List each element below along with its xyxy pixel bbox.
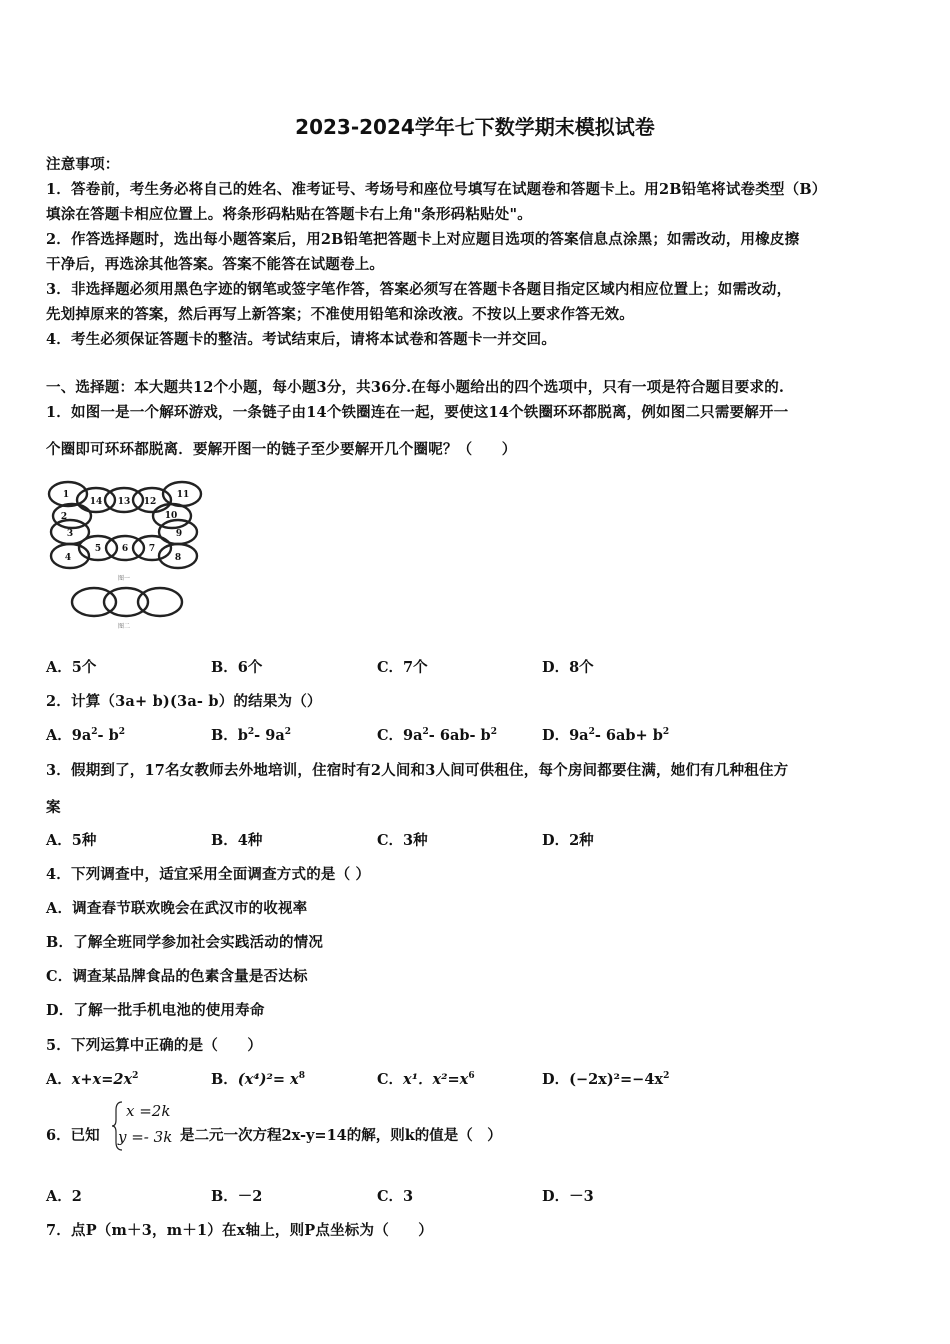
- question-3-line: 3．假期到了，17名女教师去外地培训，住宿时有2人间和3人间可供租住，每个房间都要住满，她们有几种租住方: [46, 762, 789, 779]
- notice-line: 先划掉原来的答案，然后再写上新答案；不准使用铅笔和涂改液。不按以上要求作答无效。: [46, 306, 634, 323]
- question-1-line: 1．如图一是一个解环游戏，一条链子由14个铁圈连在一起，要使这14个铁圈环环都脱离，例如图二只需要解开一: [46, 404, 789, 421]
- ring-label: 12: [143, 497, 157, 507]
- ring-label: 10: [164, 511, 178, 521]
- ring-label: 14: [89, 497, 103, 507]
- option-b[interactable]: B．$(x^4)^2= x^8$: [211, 1071, 305, 1088]
- ring-label: 9: [175, 529, 183, 539]
- option-b[interactable]: B．4种: [211, 832, 263, 849]
- option-d[interactable]: D．2种: [542, 832, 594, 849]
- option-b[interactable]: B．了解全班同学参加社会实践活动的情况: [46, 934, 324, 951]
- option-c[interactable]: C．3种: [377, 832, 428, 849]
- ring-label: 2: [60, 512, 68, 522]
- option-b[interactable]: B．$b^2-$ $9a^2$: [211, 727, 291, 744]
- question-2-stem: 2．计算（3a+ b)(3a- b）的结果为（）: [46, 693, 322, 710]
- option-a[interactable]: A．调查春节联欢晚会在武汉市的收视率: [46, 900, 308, 917]
- ring-label: 8: [174, 553, 182, 563]
- page-title: 2023-2024学年七下数学期末模拟试卷: [295, 115, 655, 139]
- equation-x: x =2k: [126, 1102, 171, 1120]
- section-heading: 一、选择题：本大题共12个小题，每小题3分，共36分.在每小题给出的四个选项中，只有一项是符合题目要求的.: [46, 379, 785, 396]
- option-a[interactable]: A．2: [46, 1188, 82, 1205]
- ring-label: 13: [117, 497, 131, 507]
- figure-caption: 图二: [117, 623, 131, 630]
- notice-line: 干净后，再选涂其他答案。答案不能答在试题卷上。: [46, 256, 385, 273]
- ring-label: 3: [66, 529, 74, 539]
- equation-y: y =- 3k: [118, 1128, 173, 1146]
- notice-line: 3．非选择题必须用黑色字迹的钢笔或签字笔作答，答案必须写在答题卡各题目指定区域内相应位置上；如需改动，: [46, 281, 792, 298]
- question-3-line: 案: [46, 799, 61, 816]
- option-c[interactable]: C．x¹．$x^2=x^6$: [377, 1071, 475, 1088]
- notice-line: 2．作答选择题时，选出每小题答案后，用2B铅笔把答题卡上对应题目选项的答案信息点涂黑；如需改动，用橡皮擦: [46, 231, 800, 248]
- ring-label: 11: [176, 490, 190, 500]
- option-d[interactable]: D．－3: [542, 1188, 594, 1205]
- question-7-stem: 7．点P（m＋3，m＋1）在x轴上，则P点坐标为（ ）: [46, 1222, 434, 1239]
- ring: [104, 588, 148, 616]
- option-c[interactable]: C．$9a^2-$ 6ab- $b^2$: [377, 727, 497, 744]
- ring-label: 7: [148, 544, 156, 554]
- ring-chain-figure: [44, 476, 214, 636]
- notice-line: 填涂在答题卡相应位置上。将条形码粘贴在答题卡右上角"条形码粘贴处"。: [46, 206, 532, 223]
- question-6-tail: 是二元一次方程2x-y=14的解，则k的值是（ ）: [180, 1127, 502, 1144]
- option-a[interactable]: A．$9a^2-$ $b^2$: [46, 727, 125, 744]
- question-6-stem: [46, 1100, 906, 1154]
- option-a[interactable]: A．5个: [46, 659, 97, 676]
- option-b[interactable]: B．－2: [211, 1188, 263, 1205]
- option-d[interactable]: D．了解一批手机电池的使用寿命: [46, 1002, 265, 1019]
- notice-line: 1．答卷前，考生务必将自己的姓名、准考证号、考场号和座位号填写在试题卷和答题卡上。用2B铅笔将试卷类型（B）: [46, 181, 827, 198]
- option-c[interactable]: C．调查某品牌食品的色素含量是否达标: [46, 968, 308, 985]
- option-c[interactable]: C．7个: [377, 659, 428, 676]
- ring: [138, 588, 182, 616]
- notice-line: 4．考生必须保证答题卡的整洁。考试结束后，请将本试卷和答题卡一并交回。: [46, 331, 557, 348]
- notice-heading: 注意事项：: [46, 156, 120, 173]
- question-5-stem: 5．下列运算中正确的是（ ）: [46, 1037, 263, 1054]
- ring-label: 4: [64, 553, 72, 563]
- option-a[interactable]: A．$x+x=2x^2$: [46, 1071, 139, 1088]
- ring-label: 1: [62, 490, 70, 500]
- question-1-line: 个圈即可环环都脱离．要解开图一的链子至少要解开几个圈呢？（ ）: [46, 441, 517, 458]
- option-d[interactable]: D．$(-2x)^2=-4x^2$: [542, 1071, 670, 1088]
- option-d[interactable]: D．8个: [542, 659, 594, 676]
- ring-label: 6: [121, 544, 129, 554]
- figure-caption: 图一: [117, 575, 131, 582]
- option-c[interactable]: C．3: [377, 1188, 414, 1205]
- question-6-lead: 6．已知: [46, 1127, 100, 1144]
- option-b[interactable]: B．6个: [211, 659, 263, 676]
- ring-label: 5: [94, 544, 102, 554]
- option-d[interactable]: D．$9a^2-$ $6ab+ b^2$: [542, 727, 670, 744]
- option-a[interactable]: A．5种: [46, 832, 97, 849]
- question-4-stem: 4．下列调查中，适宜采用全面调查方式的是（ ）: [46, 866, 371, 883]
